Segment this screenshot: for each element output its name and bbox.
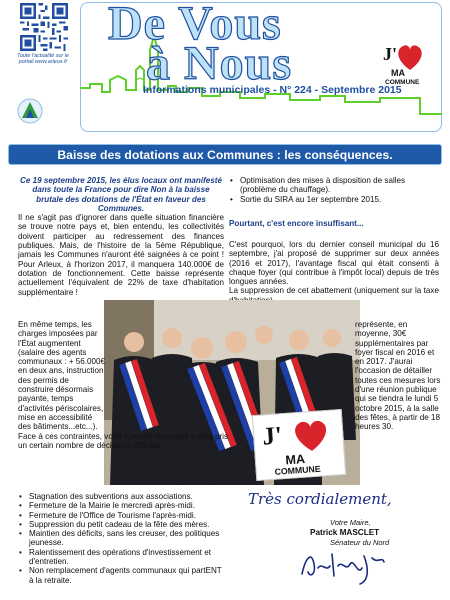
list-item: • Fermeture de la Mairie le mercredi après-midi. xyxy=(18,501,228,510)
article-paragraph-3: Face à ces contraintes, votre Conseil municipal a déjà pris un certain nombre de décisions difficiles : xyxy=(18,432,228,451)
article-left-bottom xyxy=(18,432,228,451)
section-heading: Pourtant, c'est encore insuffisant... xyxy=(229,219,364,228)
signatory-name: Patrick MASCLET xyxy=(310,528,380,537)
article-left-narrow xyxy=(18,320,106,432)
article-paragraph-2: En même temps, les charges imposées par l'État augmentent (salaire des agents communaux : + 56.000€ en deux ans, instruction des permis de construire désormais payante, temps d'activités périscolaires, mise en accessibilité des bâtiments...etc...). xyxy=(18,320,106,432)
issue-subtitle: Informations municipales - N° 224 - Septembre 2015 xyxy=(143,84,402,96)
headline-banner xyxy=(8,144,442,165)
article-paragraph-right-2: représente, en moyenne, 30€ supplémentaires par foyer fiscal en 2016 et en 2017. J'aurai l'occasion de détailler toutes ces mesures lors d'une réunion publique qui se tiendra le lundi 5 octobre 2015, à la salle des fêtes, à partir de 18 heures 30. xyxy=(355,320,441,432)
masthead-title-line-1: De Vous xyxy=(108,0,282,50)
signatory-role: Votre Maire, xyxy=(330,518,371,527)
headline-text: Baisse des dotations aux Communes : les conséquences. xyxy=(57,148,393,162)
list-item: • Suppression du petit cadeau de la fête des mères. xyxy=(18,520,228,529)
article-intro: Ce 19 septembre 2015, les élus locaux ont manifesté dans toute la France pour dire Non à la baisse brutale des dotations de l'État en faveur des Communes. xyxy=(20,176,222,213)
article-left-column xyxy=(18,176,224,297)
jaime-ma-commune-heart-logo xyxy=(381,40,431,86)
svg-text:MA: MA xyxy=(285,452,306,468)
svg-text:J': J' xyxy=(261,422,283,451)
qr-code-icon[interactable] xyxy=(20,3,68,51)
article-paragraph-1: Il ne s'agit pas d'ignorer dans quelle situation financière se trouve notre pays et, bien entendu, les collectivités doivent participer au redressement des finances publiques. Mais, de l'histoire de la 5ème République, jamais les Communes n'auront été saignées à ce point ! Pour Arleux, à l'horizon 2017, il manquera 140.000€ de dotation de fonctionnement. Cette baisse représente actuellement l'équivalent de 22% de taxe d'habitation supplémentaire ! xyxy=(18,213,224,297)
list-item: • Non remplacement d'agents communaux qui partENT à la retraite. xyxy=(18,566,228,585)
svg-text:COMMUNE: COMMUNE xyxy=(385,79,420,86)
list-item: • Maintien des déficits, sans les creuser, des politiques jeunesse. xyxy=(18,529,228,548)
list-item: • Stagnation des subventions aux associations. xyxy=(18,492,228,501)
qr-caption: Toute l'actualité sur le portail www.arleux.fr xyxy=(17,53,69,66)
svg-text:J': J' xyxy=(383,44,398,64)
masthead-title-line-2: à Nous xyxy=(146,37,293,90)
handwritten-signature xyxy=(298,546,388,586)
list-item: • Ralentissement des opérations d'investissement et d'entretien. xyxy=(18,548,228,567)
list-item: • Fermeture de l'Office de Tourisme l'après-midi. xyxy=(18,511,228,520)
arleux-logo-icon xyxy=(17,98,43,124)
jaime-ma-commune-placard xyxy=(252,409,346,481)
svg-text:MA: MA xyxy=(391,68,405,78)
article-paragraph-right-1: C'est pourquoi, lors du dernier conseil municipal du 16 septembre, j'ai proposé de supprimer sur deux années (2016 et 2017), l'avantage fiscal qui était consenti à chaque foyer (qui contribue à l'impôt local) depuis de très longues années. xyxy=(229,240,439,287)
list-item: • Optimisation des mises à disposition de salles (problème du chauffage). xyxy=(229,176,439,195)
signatory-title: Sénateur du Nord xyxy=(330,538,390,547)
article-right-column xyxy=(229,240,439,305)
masthead xyxy=(0,0,450,140)
decisions-list xyxy=(18,492,228,585)
svg-text:COMMUNE: COMMUNE xyxy=(274,463,321,477)
elected-officials-photo xyxy=(104,300,360,485)
article-right-narrow xyxy=(355,320,441,432)
handwritten-greeting: Très cordialement, xyxy=(248,490,392,508)
article-right-bullets xyxy=(229,176,439,204)
list-item: • Sortie du SIRA au 1er septembre 2015. xyxy=(229,195,439,204)
article-paragraph-right-2-lead: La suppression de cet abattement (uniquement sur la taxe xyxy=(229,286,439,296)
